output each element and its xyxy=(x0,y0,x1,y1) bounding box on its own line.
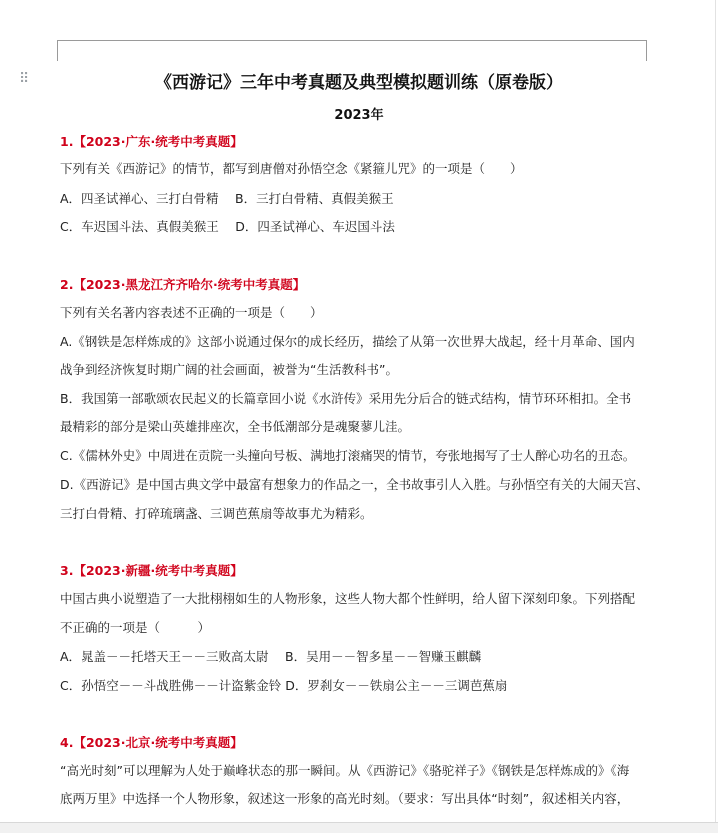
year-heading: 2023年 xyxy=(334,108,384,123)
question-3-options-ab: A．晁盖－－托塔天王－－三败高太尉 B．吴用－－智多星－－智赚玉麒麟 xyxy=(60,649,482,664)
question-1-options-ab: A．四圣试禅心、三打白骨精 B．三打白骨精、真假美猴王 xyxy=(60,191,394,206)
page-edge xyxy=(715,0,716,832)
question-3-options-cd: C．孙悟空－－斗战胜佛－－计盗紫金铃 D．罗刹女－－铁扇公主－－三调芭蕉扇 xyxy=(60,678,508,693)
question-2-option-d-line2: 三打白骨精、打碎琉璃盏、三调芭蕉扇等故事尤为精彩。 xyxy=(60,506,373,521)
question-3-stem-line1: 中国古典小说塑造了一大批栩栩如生的人物形象，这些人物大都个性鲜明，给人留下深刻印象。下列搭配 xyxy=(60,591,636,606)
page-margin-corner xyxy=(57,40,647,61)
drag-handle-icon[interactable]: ⠿ xyxy=(19,71,30,87)
status-bar xyxy=(0,822,718,833)
question-2-option-b-line2: 最精彩的部分是梁山英雄排座次，全书低潮部分是魂聚蓼儿洼。 xyxy=(60,419,411,434)
question-2-option-d-line1: D.《西游记》是中国古典文学中最富有想象力的作品之一，全书故事引人入胜。与孙悟空有关的大闹天宫、 xyxy=(60,477,649,492)
question-2-stem: 下列有关名著内容表述不正确的一项是（ ） xyxy=(60,305,323,320)
question-2-option-c: C.《儒林外史》中周进在贡院一头撞向号板、满地打滚痛哭的情节，夸张地揭写了士人醉心功名的丑态。 xyxy=(60,448,636,463)
question-2-option-a-line1: A.《钢铁是怎样炼成的》这部小说通过保尔的成长经历，描绘了从第一次世界大战起，经十月革命、国内 xyxy=(60,334,635,349)
question-3-stem-line2: 不正确的一项是（ ） xyxy=(60,620,211,635)
question-1-stem: 下列有关《西游记》的情节，都写到唐僧对孙悟空念《紧箍儿咒》的一项是（ ） xyxy=(60,161,523,176)
question-1-heading: 1.【2023·广东·统考中考真题】 xyxy=(60,134,243,149)
question-4-heading: 4.【2023·北京·统考中考真题】 xyxy=(60,735,243,750)
question-2-option-a-line2: 战争到经济恢复时期广阔的社会画面，被誉为“生活教科书”。 xyxy=(60,362,398,377)
question-4-stem-line2: 底两万里》中选择一个人物形象，叙述这一形象的高光时刻。（要求：写出具体“时刻”，叙述相关内容， xyxy=(60,791,630,806)
question-2-heading: 2.【2023·黑龙江齐齐哈尔·统考中考真题】 xyxy=(60,277,306,292)
question-3-heading: 3.【2023·新疆·统考中考真题】 xyxy=(60,563,243,578)
question-2-option-b-line1: B．我国第一部歌颂农民起义的长篇章回小说《水浒传》采用先分后合的链式结构，情节环环相扣。全书 xyxy=(60,391,632,406)
question-1-options-cd: C．车迟国斗法、真假美猴王 D．四圣试禅心、车迟国斗法 xyxy=(60,219,395,234)
document-title: 《西游记》三年中考真题及典型模拟题训练（原卷版） xyxy=(155,73,563,93)
question-4-stem-line1: “高光时刻”可以理解为人处于巅峰状态的那一瞬间。从《西游记》《骆驼祥子》《钢铁是怎样炼成的》《海 xyxy=(60,763,630,778)
